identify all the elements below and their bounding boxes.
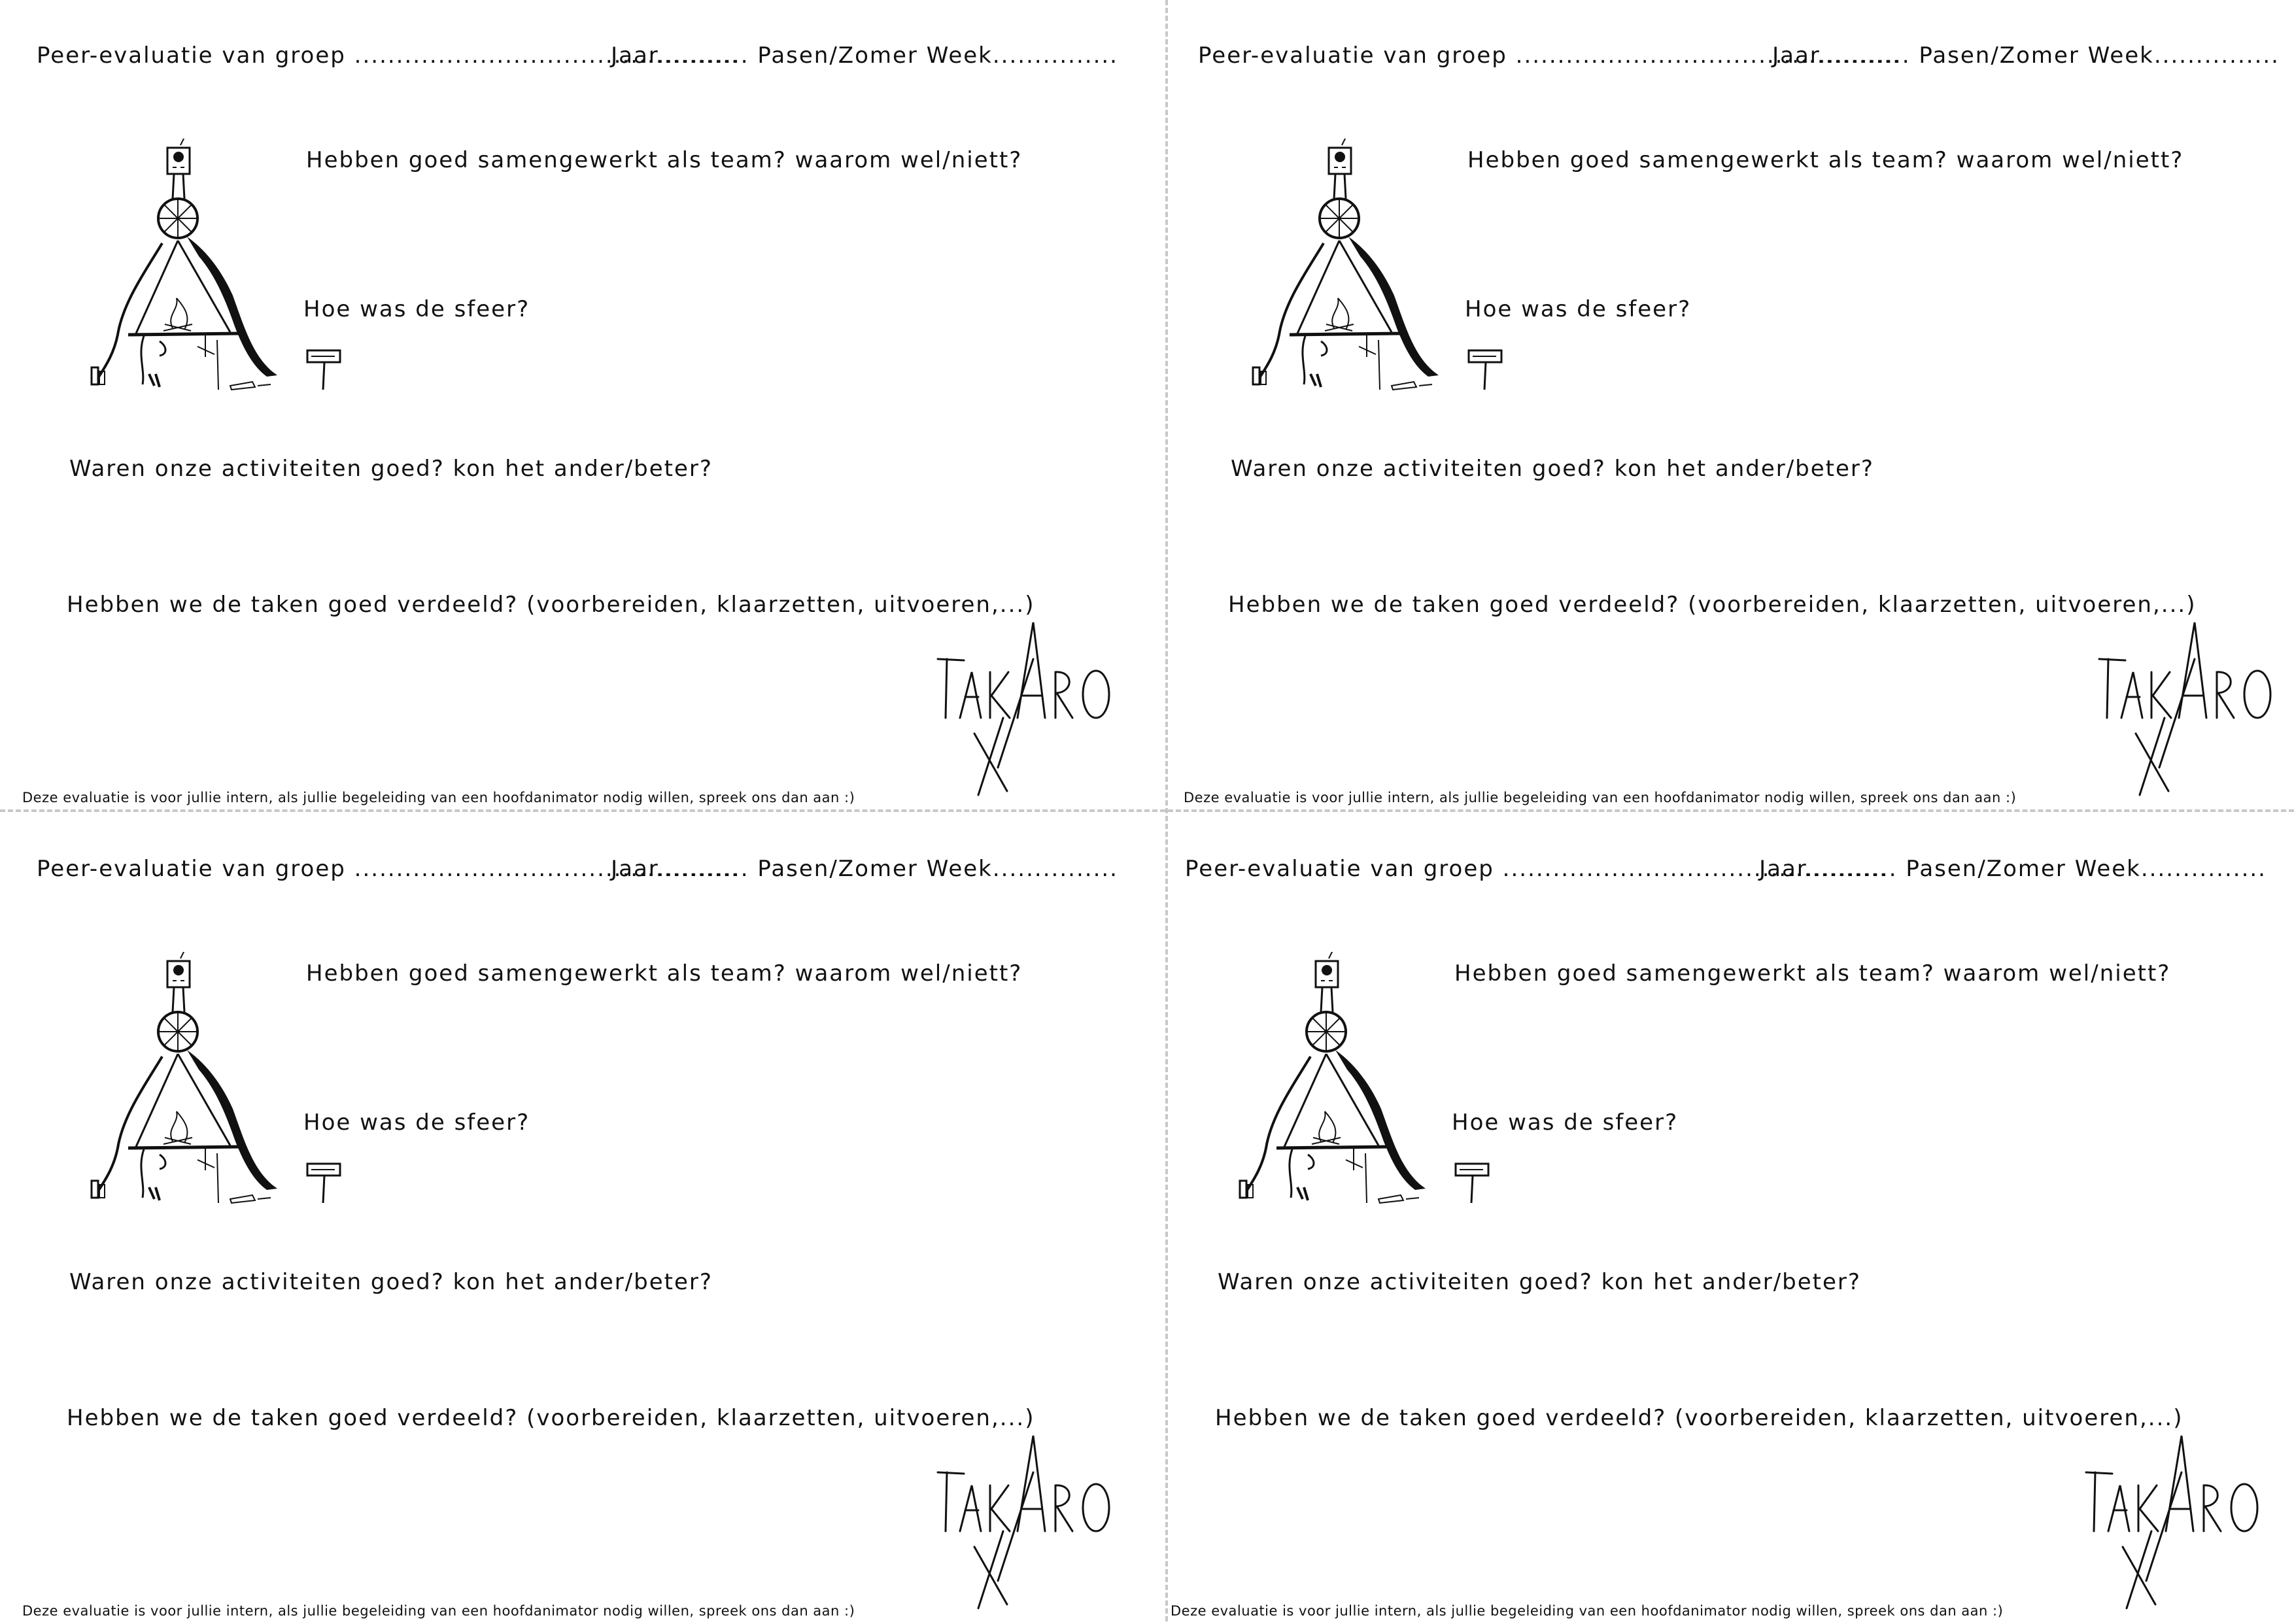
takaro-logo (935, 1433, 1125, 1610)
question-activities: Waren onze activiteiten goed? kon het ander/beter? (69, 456, 713, 482)
evaluation-card-4 (1148, 813, 2294, 1624)
question-activities: Waren onze activiteiten goed? kon het ander/beter? (1231, 456, 1874, 482)
campfire-tent-illustration (81, 952, 369, 1213)
question-task-division: Hebben we de taken goed verdeeld? (voorbereiden, klaarzetten, uitvoeren,...) (1228, 592, 2197, 618)
question-atmosphere: Hoe was de sfeer? (303, 296, 530, 322)
question-atmosphere: Hoe was de sfeer? (303, 1109, 530, 1136)
question-task-division: Hebben we de taken goed verdeeld? (voorbereiden, klaarzetten, uitvoeren,...) (1215, 1405, 2183, 1431)
question-activities: Waren onze activiteiten goed? kon het ander/beter? (69, 1269, 713, 1295)
year-season-week-line: Jaar........... Pasen/Zomer Week............... (1772, 42, 2280, 69)
card-footer-note: Deze evaluatie is voor jullie intern, als jullie begeleiding van een hoofdanimator nodig willen, spreek ons dan aan :) (1184, 790, 2017, 805)
card-title: Peer-evaluatie van groep .............................................. (37, 42, 740, 69)
takaro-logo (2083, 1433, 2273, 1610)
question-atmosphere: Hoe was de sfeer? (1465, 296, 1692, 322)
question-atmosphere: Hoe was de sfeer? (1452, 1109, 1679, 1136)
takaro-logo (2097, 620, 2286, 796)
question-activities: Waren onze activiteiten goed? kon het ander/beter? (1218, 1269, 1861, 1295)
evaluation-card-3 (0, 813, 1147, 1624)
question-teamwork: Hebben goed samengewerkt als team? waarom wel/niett? (1467, 147, 2184, 173)
campfire-tent-illustration (81, 139, 369, 400)
evaluation-card-2 (1161, 0, 2294, 811)
year-season-week-line: Jaar........... Pasen/Zomer Week............... (1759, 856, 2267, 882)
card-title: Peer-evaluatie van groep .............................................. (1198, 42, 1901, 69)
campfire-tent-illustration (1242, 139, 1530, 400)
takaro-logo (935, 620, 1125, 796)
year-season-week-line: Jaar........... Pasen/Zomer Week............... (611, 856, 1118, 882)
evaluation-card-1 (0, 0, 1147, 811)
card-title: Peer-evaluatie van groep .............................................. (1185, 856, 1888, 882)
card-footer-note: Deze evaluatie is voor jullie intern, als jullie begeleiding van een hoofdanimator nodig willen, spreek ons dan aan :) (22, 1603, 855, 1619)
card-footer-note: Deze evaluatie is voor jullie intern, als jullie begeleiding van een hoofdanimator nodig willen, spreek ons dan aan :) (22, 790, 855, 805)
question-task-division: Hebben we de taken goed verdeeld? (voorbereiden, klaarzetten, uitvoeren,...) (67, 592, 1035, 618)
question-teamwork: Hebben goed samengewerkt als team? waarom wel/niett? (1454, 960, 2171, 987)
card-footer-note: Deze evaluatie is voor jullie intern, als jullie begeleiding van een hoofdanimator nodig willen, spreek ons dan aan :) (1171, 1603, 2004, 1619)
question-teamwork: Hebben goed samengewerkt als team? waarom wel/niett? (306, 147, 1023, 173)
question-task-division: Hebben we de taken goed verdeeld? (voorbereiden, klaarzetten, uitvoeren,...) (67, 1405, 1035, 1431)
question-teamwork: Hebben goed samengewerkt als team? waarom wel/niett? (306, 960, 1023, 987)
campfire-tent-illustration (1229, 952, 1517, 1213)
year-season-week-line: Jaar........... Pasen/Zomer Week............... (611, 42, 1118, 69)
card-title: Peer-evaluatie van groep .............................................. (37, 856, 740, 882)
